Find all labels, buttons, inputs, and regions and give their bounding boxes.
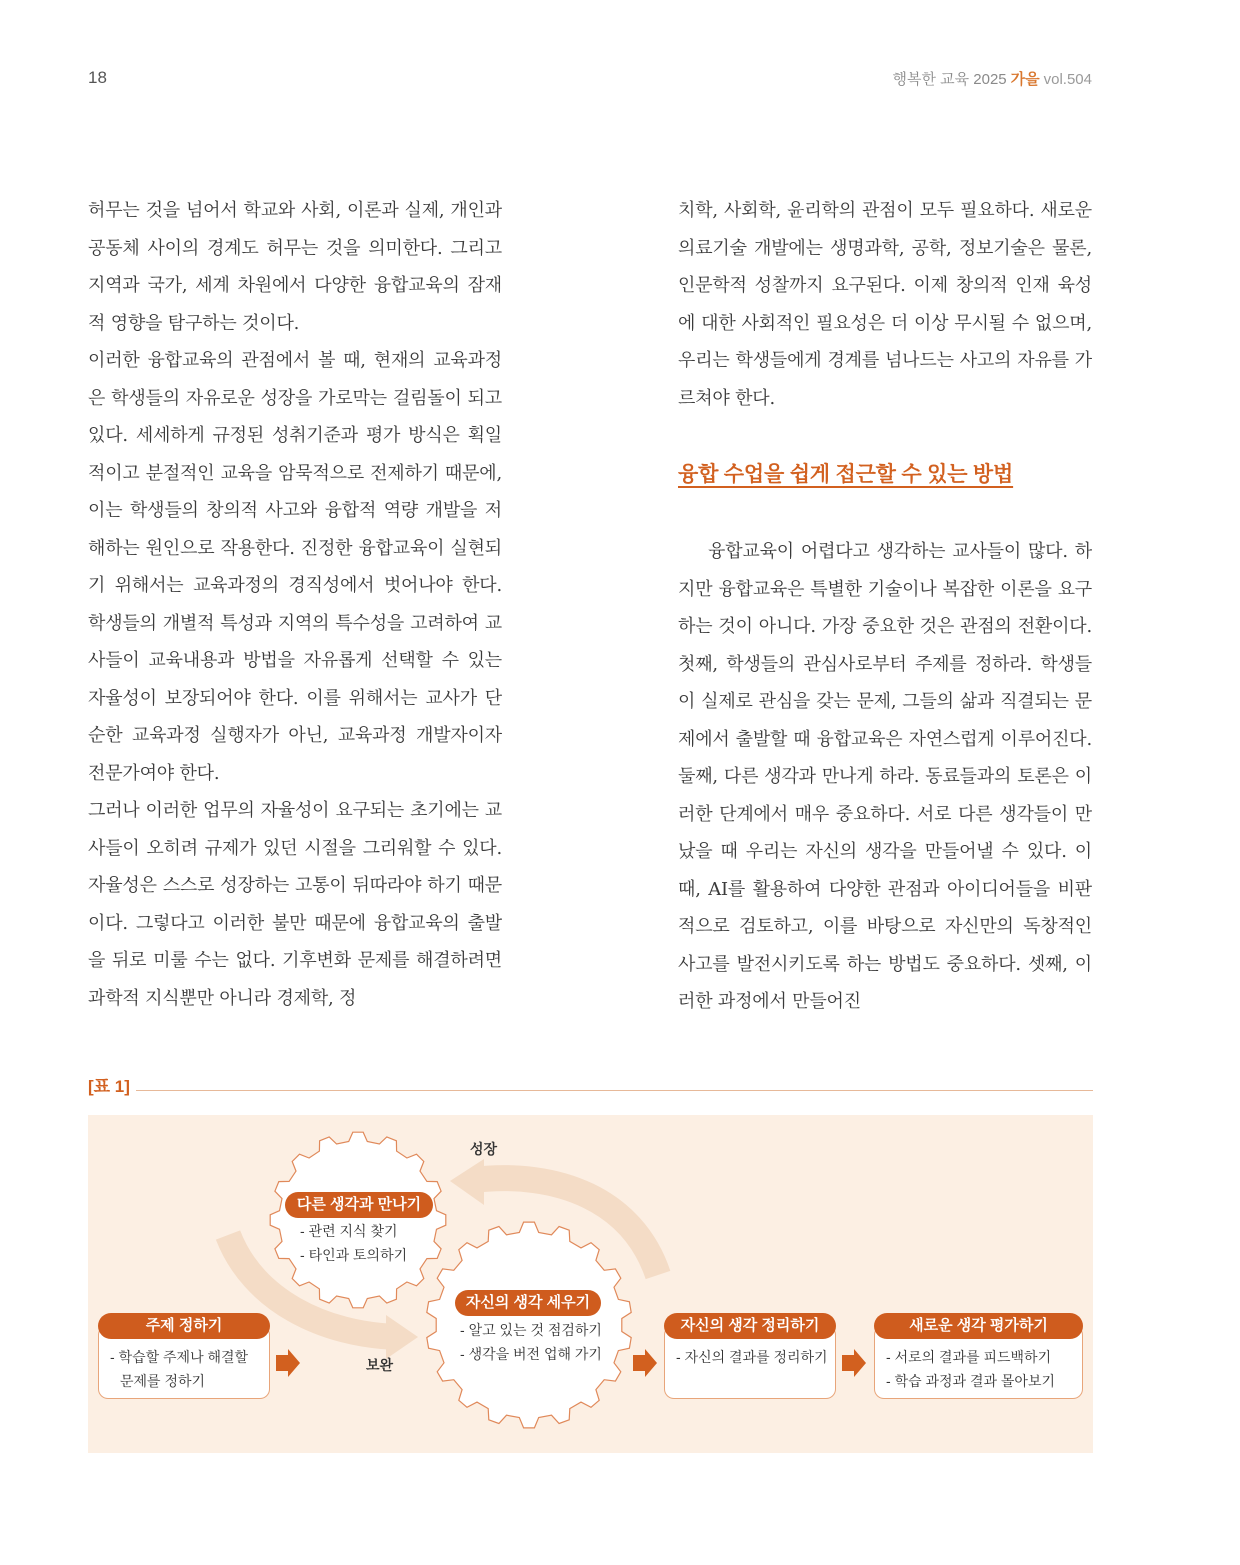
step-evaluate-items: [886, 1345, 1081, 1393]
list-item: - 생각을 버전 업해 가기: [460, 1342, 610, 1366]
list-item: - 학습할 주제나 해결할 문제를 정하기: [110, 1345, 260, 1393]
complement-label: 보완: [366, 1357, 394, 1373]
body-paragraph: 허무는 것을 넘어서 학교와 사회, 이론과 실제, 개인과 공동체 사이의 경계도 허무는 것을 의미한다. 그리고 지역과 국가, 세계 차원에서 다양한 융합교육의 잠재적 영향을 탐구하는 것이다.: [88, 200, 502, 334]
growth-label: 성장: [470, 1141, 498, 1157]
table-rule: [136, 1090, 1093, 1091]
step-topic-items: [110, 1345, 260, 1393]
list-item: - 학습 과정과 결과 몰아보기: [886, 1369, 1081, 1393]
section-heading: 융합 수업을 쉽게 접근할 수 있는 방법: [678, 463, 1014, 486]
list-item: - 타인과 토의하기: [300, 1243, 440, 1267]
list-item: - 관련 지식 찾기: [300, 1219, 440, 1243]
right-column: [678, 192, 1092, 1021]
masthead: [892, 68, 1092, 89]
step-evaluate-title: 새로운 생각 평가하기: [874, 1313, 1083, 1339]
step-build-items: [460, 1318, 610, 1366]
body-paragraph: 이러한 융합교육의 관점에서 볼 때, 현재의 교육과정은 학생들의 자유로운 성장을 가로막는 걸림돌이 되고 있다. 세세하게 규정된 성취기준과 평가 방식은 획일적이고 분절적인 교육을 암묵적으로 전제하기 때문에, 이는 학생들의 창의적 사고와 융합적 역량 개발을 저해하는 원인으로 작용한다. 진정한 융합교육이 실현되기 위해서는 교육과정의 경직성에서 벗어나야 한다. 학생들의 개별적 특성과 지역의 특수성을 고려하여 교사들이 교육내용과 방법을 자유롭게 선택할 수 있는 자율성이 보장되어야 한다. 이를 위해서는 교사가 단순한 교육과정 실행자가 아닌, 교육과정 개발자이자 전문가여야 한다.: [88, 350, 502, 784]
season-label: 가을: [1010, 71, 1040, 88]
list-item: - 알고 있는 것 점검하기: [460, 1318, 610, 1342]
left-column: [88, 192, 502, 1017]
step-build-title: 자신의 생각 세우기: [455, 1290, 601, 1316]
diagram-graphics: [88, 1115, 1093, 1453]
flow-arrow-icon: [842, 1349, 866, 1377]
step-topic-title: 주제 정하기: [98, 1313, 270, 1339]
step-organize-items: [676, 1345, 831, 1369]
body-paragraph: 융합교육이 어렵다고 생각하는 교사들이 많다. 하지만 융합교육은 특별한 기술이나 복잡한 이론을 요구하는 것이 아니다. 가장 중요한 것은 관점의 전환이다. 첫째, 학생들의 관심사로부터 주제를 정하라. 학생들이 실제로 관심을 갖는 문제, 그들의 삶과 직결되는 문제에서 출발할 때 융합교육은 자연스럽게 이루어진다. 둘째, 다른 생각과 만나게 하라. 동료들과의 토론은 이러한 단계에서 매우 중요하다. 서로 다른 생각들이 만났을 때 우리는 자신의 생각을 만들어낼 수 있다. 이때, AI를 활용하여 다양한 관점과 아이디어들을 비판적으로 검토하고, 이를 바탕으로 자신만의 독창적인 사고를 발전시키도록 하는 방법도 중요하다. 셋째, 이러한 과정에서 만들어진: [678, 541, 1092, 1012]
complement-arrowhead: [386, 1315, 418, 1359]
volume-label: vol.504: [1043, 71, 1092, 88]
list-item: - 서로의 결과를 피드백하기: [886, 1345, 1081, 1369]
growth-arrowhead: [450, 1159, 484, 1205]
body-paragraph: 치학, 사회학, 윤리학의 관점이 모두 필요하다. 새로운 의료기술 개발에는 생명과학, 공학, 정보기술은 물론, 인문학적 성찰까지 요구된다. 이제 창의적 인재 육성에 대한 사회적인 필요성은 더 이상 무시될 수 없으며, 우리는 학생들에게 경계를 넘나드는 사고의 자유를 가르쳐야 한다.: [678, 200, 1092, 409]
table-label: [표 1]: [88, 1077, 130, 1096]
body-paragraph: 그러나 이러한 업무의 자율성이 요구되는 초기에는 교사들이 오히려 규제가 있던 시절을 그리워할 수 있다. 자율성은 스스로 성장하는 고통이 뒤따라야 하기 때문이다. 그렇다고 이러한 불만 때문에 융합교육의 출발을 뒤로 미룰 수는 없다. 기후변화 문제를 해결하려면 과학적 지식뿐만 아니라 경제학, 정: [88, 800, 502, 1009]
step-meet-title: 다른 생각과 만나기: [285, 1192, 433, 1218]
step-organize-title: 자신의 생각 정리하기: [664, 1313, 836, 1339]
magazine-title: 행복한 교육 2025: [892, 71, 1007, 88]
step-meet-items: [300, 1219, 440, 1267]
flow-arrow-icon: [633, 1349, 657, 1377]
process-diagram: [88, 1115, 1093, 1453]
list-item: - 자신의 결과를 정리하기: [676, 1345, 831, 1369]
flow-arrow-icon: [276, 1349, 300, 1377]
page-number: 18: [88, 68, 107, 87]
